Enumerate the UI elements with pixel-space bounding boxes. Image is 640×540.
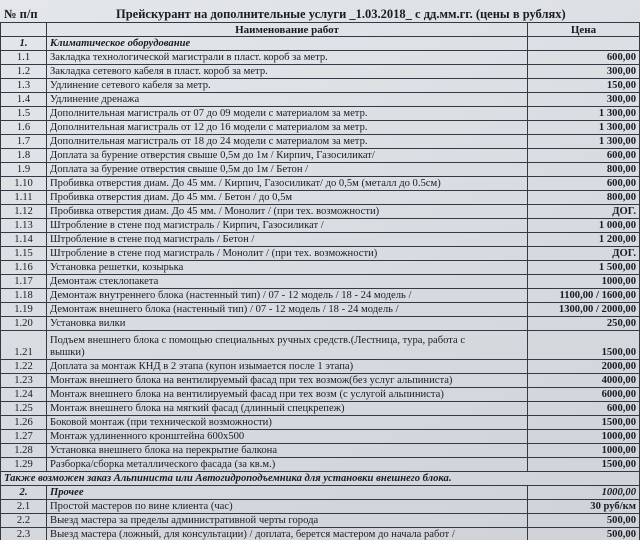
row-name: Простой мастеров по вине клиента (час) (47, 500, 528, 514)
row-name: Установка внешнего блока на перекрытие балкона (47, 444, 528, 458)
number-column-label: № п/п (4, 7, 38, 21)
row-price: 1 300,00 (528, 107, 640, 121)
row-number: 1.10 (1, 177, 47, 191)
row-price: 1100,00 / 1600,00 (528, 289, 640, 303)
table-row (1, 402, 640, 416)
table-row (1, 135, 640, 149)
row-number: 1.22 (1, 360, 47, 374)
row-number: 1.25 (1, 402, 47, 416)
row-number: 1.9 (1, 163, 47, 177)
table-row (1, 360, 640, 374)
row-number: 1.6 (1, 121, 47, 135)
row-name: Удлинение сетевого кабеля за метр. (47, 79, 528, 93)
section-name: Прочее (47, 486, 528, 500)
row-number: 1.2 (1, 65, 47, 79)
row-number: 1.4 (1, 93, 47, 107)
row-number: 1.1 (1, 51, 47, 65)
row-name: Доплата за монтаж КНД в 2 этапа (купон изымается после 1 этапа) (47, 360, 528, 374)
section-price: 1000,00 (528, 486, 640, 500)
row-price: 1500,00 (528, 331, 640, 360)
row-number: 1.14 (1, 233, 47, 247)
row-name (47, 331, 528, 360)
note-text: Также возможен заказ Альпиниста или Автогидроподъемника для установки внешнего блока. (1, 472, 640, 486)
row-price: 1500,00 (528, 458, 640, 472)
table-row (1, 374, 640, 388)
row-price: 600,00 (528, 177, 640, 191)
row-number: 1.8 (1, 149, 47, 163)
table-row (1, 388, 640, 402)
header-price-cell: Цена (528, 23, 640, 37)
row-price: 600,00 (528, 402, 640, 416)
row-number: 1.20 (1, 317, 47, 331)
section-name: Климатическое оборудование (47, 37, 528, 51)
row-name: Штробление в стене под магистраль / Бетон / (47, 233, 528, 247)
row-number: 1.19 (1, 303, 47, 317)
section-number: 2. (1, 486, 47, 500)
row-name: Штробление в стене под магистраль / Кирпич, Газосиликат / (47, 219, 528, 233)
row-number: 1.15 (1, 247, 47, 261)
table-row (1, 261, 640, 275)
row-name: Демонтаж внешнего блока (настенный тип) / 07 - 12 модель / 18 - 24 модель / (47, 303, 528, 317)
row-name: Удлинение дренажа (47, 93, 528, 107)
table-row (1, 275, 640, 289)
header-number-cell (1, 23, 47, 37)
table-row (1, 65, 640, 79)
row-number: 1.17 (1, 275, 47, 289)
row-name: Пробивка отверстия диам. До 45 мм. / Кирпич, Газосиликат/ до 0,5м (металл до 0.5см) (47, 177, 528, 191)
row-price: 600,00 (528, 149, 640, 163)
row-name: Дополнительная магистраль от 07 до 09 модели с материалом за метр. (47, 107, 528, 121)
row-name: Монтаж удлиненного кронштейна 600х500 (47, 430, 528, 444)
section-number: 1. (1, 37, 47, 51)
row-name: Установка вилки (47, 317, 528, 331)
row-name: Монтаж внешнего блока на вентилируемый фасад при тех возмож(без услуг альпиниста) (47, 374, 528, 388)
row-name: Доплата за бурение отверстия свыше 0,5м до 1м / Бетон / (47, 163, 528, 177)
table-row (1, 205, 640, 219)
table-row (1, 149, 640, 163)
row-name: Демонтаж внутреннего блока (настенный тип) / 07 - 12 модель / 18 - 24 модель / (47, 289, 528, 303)
section-row (1, 37, 640, 51)
row-name: Демонтаж стеклопакета (47, 275, 528, 289)
table-row (1, 233, 640, 247)
row-number: 1.28 (1, 444, 47, 458)
row-number: 1.3 (1, 79, 47, 93)
row-price: 1 500,00 (528, 261, 640, 275)
row-price: 30 руб/км (528, 500, 640, 514)
row-number: 1.21 (1, 331, 47, 360)
row-name: Боковой монтаж (при технической возможности) (47, 416, 528, 430)
row-name: Установка решетки, козырька (47, 261, 528, 275)
header-name-cell: Наименование работ (47, 23, 528, 37)
row-name: Закладка технологической магистрали в пласт. короб за метр. (47, 51, 528, 65)
table-row (1, 430, 640, 444)
table-row (1, 163, 640, 177)
row-name: Монтаж внешнего блока на мягкий фасад (длинный спецкрепеж) (47, 402, 528, 416)
table-row (1, 177, 640, 191)
table-row (1, 191, 640, 205)
row-number: 1.13 (1, 219, 47, 233)
note-row (1, 472, 640, 486)
row-price: 150,00 (528, 79, 640, 93)
row-number: 1.23 (1, 374, 47, 388)
table-row (1, 416, 640, 430)
title-row (0, 0, 640, 22)
row-price: 250,00 (528, 317, 640, 331)
row-price: 1500,00 (528, 416, 640, 430)
row-name-line: вышки) (50, 347, 85, 358)
row-price: 1000,00 (528, 430, 640, 444)
row-name: Дополнительная магистраль от 12 до 16 модели с материалом за метр. (47, 121, 528, 135)
row-number: 1.29 (1, 458, 47, 472)
table-row (1, 458, 640, 472)
table-row (1, 219, 640, 233)
table-row (1, 514, 640, 528)
document-title: Прейскурант на дополнительные услуги _1.03.2018_ с дд.мм.гг. (цены в рублях) (116, 7, 566, 21)
table-row (1, 121, 640, 135)
table-row (1, 331, 640, 360)
row-name: Выезд мастера (ложный, для консультации) / доплата, берется мастером до начала работ / (47, 528, 528, 540)
row-price: 300,00 (528, 93, 640, 107)
row-number: 1.11 (1, 191, 47, 205)
row-price: 2000,00 (528, 360, 640, 374)
table-row (1, 107, 640, 121)
row-price: 500,00 (528, 528, 640, 540)
section-row (1, 486, 640, 500)
row-price: 1 300,00 (528, 121, 640, 135)
row-number: 2.2 (1, 514, 47, 528)
table-row (1, 289, 640, 303)
table-row (1, 79, 640, 93)
row-number: 1.5 (1, 107, 47, 121)
table-row (1, 51, 640, 65)
row-price: 1000,00 (528, 275, 640, 289)
row-price: 1 300,00 (528, 135, 640, 149)
row-price: ДОГ. (528, 205, 640, 219)
row-number: 1.26 (1, 416, 47, 430)
row-name: Разборка/сборка металлического фасада (за кв.м.) (47, 458, 528, 472)
table-row (1, 247, 640, 261)
section-price (528, 37, 640, 51)
row-name-line: Подъем внешнего блока с помощью специальных ручных средств.(Лестница, тура, работа с (50, 335, 466, 346)
row-price: 600,00 (528, 51, 640, 65)
row-number: 2.1 (1, 500, 47, 514)
row-name: Штробление в стене под магистраль / Монолит / (при тех. возможности) (47, 247, 528, 261)
row-name: Монтаж внешнего блока на вентилируемый фасад при тех возм (с услугой альпиниста) (47, 388, 528, 402)
row-price: 4000,00 (528, 374, 640, 388)
row-price: 1300,00 / 2000,00 (528, 303, 640, 317)
row-name: Пробивка отверстия диам. До 45 мм. / Бетон / до 0,5м (47, 191, 528, 205)
row-price: 500,00 (528, 514, 640, 528)
table-row (1, 444, 640, 458)
row-name: Выезд мастера за пределы административной черты города (47, 514, 528, 528)
row-number: 1.27 (1, 430, 47, 444)
table-row (1, 303, 640, 317)
row-number: 1.24 (1, 388, 47, 402)
row-name: Дополнительная магистраль от 18 до 24 модели с материалом за метр. (47, 135, 528, 149)
row-price: 1 200,00 (528, 233, 640, 247)
row-price: ДОГ. (528, 247, 640, 261)
row-name: Доплата за бурение отверстия свыше 0,5м до 1м / Кирпич, Газосиликат/ (47, 149, 528, 163)
row-price: 1 000,00 (528, 219, 640, 233)
table-row (1, 93, 640, 107)
table-row (1, 317, 640, 331)
row-name: Пробивка отверстия диам. До 45 мм. / Монолит / (при тех. возможности) (47, 205, 528, 219)
row-number: 1.7 (1, 135, 47, 149)
row-number: 1.16 (1, 261, 47, 275)
table-row (1, 500, 640, 514)
row-price: 300,00 (528, 65, 640, 79)
table-row (1, 528, 640, 540)
row-number: 1.18 (1, 289, 47, 303)
row-price: 1000,00 (528, 444, 640, 458)
row-number: 2.3 (1, 528, 47, 540)
row-price: 800,00 (528, 163, 640, 177)
row-name: Закладка сетевого кабеля в пласт. короб за метр. (47, 65, 528, 79)
price-table (0, 22, 640, 540)
row-price: 800,00 (528, 191, 640, 205)
row-price: 6000,00 (528, 388, 640, 402)
row-number: 1.12 (1, 205, 47, 219)
